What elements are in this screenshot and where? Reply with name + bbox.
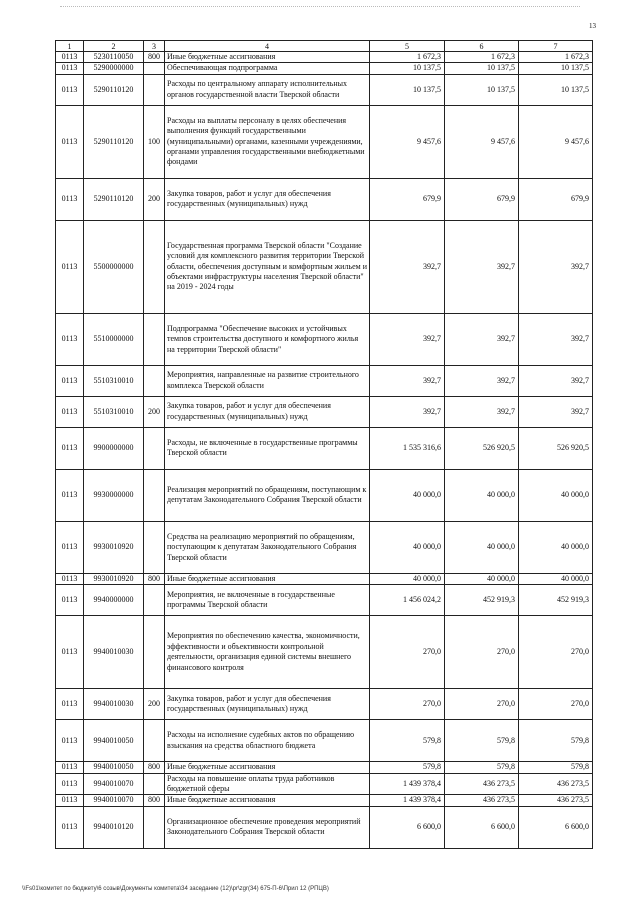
- cell-section: 0113: [56, 365, 84, 396]
- cell-name: Средства на реализацию мероприятий по обращениям, поступающим к депутатам Законодательного Собрания Тверской области: [165, 521, 370, 573]
- cell-amount-year2: 392,7: [445, 313, 519, 365]
- cell-name: Реализация мероприятий по обращениям, поступающим к депутатам Законодательного Собрания Тверской области: [165, 469, 370, 521]
- cell-amount-year1: 1 456 024,2: [370, 585, 445, 616]
- cell-amount-year3: 1 672,3: [519, 52, 593, 63]
- cell-amount-year3: 40 000,0: [519, 573, 593, 584]
- cell-section: 0113: [56, 795, 84, 806]
- table-row: [56, 616, 593, 689]
- cell-expense-type: 200: [144, 689, 165, 720]
- cell-name: Подпрограмма "Обеспечение высоких и устойчивых темпов строительства доступного и комфортного жилья на территории Тверской области": [165, 313, 370, 365]
- cell-amount-year3: 436 273,5: [519, 795, 593, 806]
- cell-amount-year1: 1 439 378,4: [370, 773, 445, 795]
- cell-amount-year3: 579,8: [519, 720, 593, 762]
- header-cell: 3: [144, 41, 165, 52]
- cell-amount-year2: 436 273,5: [445, 773, 519, 795]
- table-row: [56, 74, 593, 105]
- cell-target-article: 5510310010: [84, 365, 144, 396]
- cell-amount-year2: 10 137,5: [445, 63, 519, 74]
- cell-expense-type: 800: [144, 52, 165, 63]
- cell-amount-year3: 392,7: [519, 365, 593, 396]
- cell-amount-year2: 270,0: [445, 689, 519, 720]
- cell-expense-type: [144, 806, 165, 848]
- cell-section: 0113: [56, 313, 84, 365]
- cell-section: 0113: [56, 762, 84, 773]
- cell-name: Закупка товаров, работ и услуг для обеспечения государственных (муниципальных) нужд: [165, 689, 370, 720]
- cell-target-article: 5290110120: [84, 178, 144, 220]
- cell-amount-year3: 526 920,5: [519, 427, 593, 469]
- cell-section: 0113: [56, 573, 84, 584]
- cell-amount-year3: 9 457,6: [519, 105, 593, 178]
- cell-expense-type: [144, 313, 165, 365]
- cell-section: 0113: [56, 396, 84, 427]
- scan-artifact: [60, 6, 580, 9]
- cell-expense-type: 100: [144, 105, 165, 178]
- cell-target-article: 5230110050: [84, 52, 144, 63]
- table-row: [56, 52, 593, 63]
- cell-target-article: 5500000000: [84, 220, 144, 313]
- cell-section: 0113: [56, 105, 84, 178]
- cell-amount-year2: 579,8: [445, 762, 519, 773]
- cell-amount-year3: 270,0: [519, 689, 593, 720]
- cell-amount-year1: 6 600,0: [370, 806, 445, 848]
- cell-name: Мероприятия, направленные на развитие строительного комплекса Тверской области: [165, 365, 370, 396]
- cell-amount-year1: 392,7: [370, 313, 445, 365]
- cell-amount-year2: 579,8: [445, 720, 519, 762]
- cell-amount-year3: 392,7: [519, 313, 593, 365]
- cell-section: 0113: [56, 178, 84, 220]
- cell-name: Расходы на повышение оплаты труда работников бюджетной сферы: [165, 773, 370, 795]
- cell-amount-year2: 1 672,3: [445, 52, 519, 63]
- table-row: [56, 585, 593, 616]
- cell-amount-year1: 1 535 316,6: [370, 427, 445, 469]
- table-row: [56, 313, 593, 365]
- page-number: 13: [589, 22, 596, 30]
- cell-expense-type: [144, 469, 165, 521]
- cell-amount-year1: 270,0: [370, 689, 445, 720]
- cell-amount-year3: 679,9: [519, 178, 593, 220]
- cell-amount-year3: 452 919,3: [519, 585, 593, 616]
- cell-amount-year3: 392,7: [519, 396, 593, 427]
- cell-section: 0113: [56, 773, 84, 795]
- header-cell: 6: [445, 41, 519, 52]
- cell-expense-type: [144, 74, 165, 105]
- cell-amount-year2: 392,7: [445, 396, 519, 427]
- header-cell: 1: [56, 41, 84, 52]
- table-row: [56, 178, 593, 220]
- cell-name: Иные бюджетные ассигнования: [165, 573, 370, 584]
- table-row: [56, 773, 593, 795]
- cell-section: 0113: [56, 521, 84, 573]
- cell-section: 0113: [56, 720, 84, 762]
- cell-amount-year3: 392,7: [519, 220, 593, 313]
- cell-name: Мероприятия по обеспечению качества, экономичности, эффективности и объективности контрольной деятельности, организация единой системы внешнего финансового контроля: [165, 616, 370, 689]
- cell-section: 0113: [56, 63, 84, 74]
- cell-target-article: 5510000000: [84, 313, 144, 365]
- table-row: [56, 220, 593, 313]
- cell-expense-type: [144, 365, 165, 396]
- cell-amount-year1: 392,7: [370, 365, 445, 396]
- cell-target-article: 5290110120: [84, 74, 144, 105]
- cell-target-article: 9940010030: [84, 616, 144, 689]
- cell-section: 0113: [56, 74, 84, 105]
- cell-target-article: 9940010070: [84, 773, 144, 795]
- cell-amount-year1: 1 672,3: [370, 52, 445, 63]
- cell-section: 0113: [56, 616, 84, 689]
- table-row: [56, 573, 593, 584]
- cell-section: 0113: [56, 585, 84, 616]
- table-row: [56, 720, 593, 762]
- cell-name: Мероприятия, не включенные в государственные программы Тверской области: [165, 585, 370, 616]
- table-header-row: [56, 41, 593, 52]
- cell-expense-type: 800: [144, 573, 165, 584]
- cell-name: Иные бюджетные ассигнования: [165, 52, 370, 63]
- cell-expense-type: [144, 521, 165, 573]
- cell-amount-year1: 10 137,5: [370, 74, 445, 105]
- table-row: [56, 806, 593, 848]
- cell-target-article: 9940010050: [84, 720, 144, 762]
- cell-section: 0113: [56, 427, 84, 469]
- cell-name: Иные бюджетные ассигнования: [165, 762, 370, 773]
- cell-name: Расходы, не включенные в государственные программы Тверской области: [165, 427, 370, 469]
- table-body: [56, 52, 593, 849]
- cell-amount-year2: 526 920,5: [445, 427, 519, 469]
- table-row: [56, 689, 593, 720]
- cell-section: 0113: [56, 52, 84, 63]
- cell-amount-year1: 392,7: [370, 396, 445, 427]
- cell-amount-year2: 392,7: [445, 365, 519, 396]
- cell-name: Обеспечивающая подпрограмма: [165, 63, 370, 74]
- table-row: [56, 469, 593, 521]
- cell-target-article: 5510310010: [84, 396, 144, 427]
- cell-expense-type: [144, 63, 165, 74]
- cell-expense-type: [144, 616, 165, 689]
- cell-amount-year1: 40 000,0: [370, 469, 445, 521]
- cell-name: Расходы на выплаты персоналу в целях обеспечения выполнения функций государственными (муниципальными) органами, казенными учреждениями, органами управления государственными внебюджетными фондами: [165, 105, 370, 178]
- table-row: [56, 762, 593, 773]
- header-cell: 2: [84, 41, 144, 52]
- cell-target-article: 9940010120: [84, 806, 144, 848]
- cell-amount-year1: 392,7: [370, 220, 445, 313]
- cell-section: 0113: [56, 469, 84, 521]
- cell-amount-year1: 1 439 378,4: [370, 795, 445, 806]
- cell-expense-type: [144, 773, 165, 795]
- table-row: [56, 63, 593, 74]
- cell-expense-type: [144, 427, 165, 469]
- cell-name: Государственная программа Тверской области "Создание условий для комплексного развития территории Тверской области, обеспечения доступным и комфортным жильем и объектами инфраструктуры населения Тверской области" на 2019 - 2024 годы: [165, 220, 370, 313]
- cell-amount-year3: 40 000,0: [519, 469, 593, 521]
- cell-amount-year2: 10 137,5: [445, 74, 519, 105]
- cell-target-article: 9900000000: [84, 427, 144, 469]
- cell-amount-year1: 579,8: [370, 720, 445, 762]
- table-row: [56, 795, 593, 806]
- cell-target-article: 9940010030: [84, 689, 144, 720]
- file-path-footer: \\Fs01\комитет по бюджету\6 созыв\Документы комитета\34 заседание (12)\pr\zgr(34) 675-П-6\Прил 12 (РПЦВ): [22, 886, 329, 892]
- cell-expense-type: 800: [144, 762, 165, 773]
- cell-amount-year3: 10 137,5: [519, 74, 593, 105]
- table-row: [56, 396, 593, 427]
- cell-name: Закупка товаров, работ и услуг для обеспечения государственных (муниципальных) нужд: [165, 396, 370, 427]
- cell-amount-year3: 436 273,5: [519, 773, 593, 795]
- cell-section: 0113: [56, 689, 84, 720]
- cell-amount-year1: 9 457,6: [370, 105, 445, 178]
- cell-section: 0113: [56, 806, 84, 848]
- cell-amount-year2: 6 600,0: [445, 806, 519, 848]
- cell-target-article: 9940000000: [84, 585, 144, 616]
- cell-amount-year2: 392,7: [445, 220, 519, 313]
- cell-amount-year2: 679,9: [445, 178, 519, 220]
- cell-amount-year2: 40 000,0: [445, 469, 519, 521]
- cell-amount-year2: 9 457,6: [445, 105, 519, 178]
- cell-expense-type: [144, 585, 165, 616]
- cell-amount-year2: 436 273,5: [445, 795, 519, 806]
- cell-amount-year1: 10 137,5: [370, 63, 445, 74]
- table-row: [56, 105, 593, 178]
- cell-target-article: 9930000000: [84, 469, 144, 521]
- budget-table: [55, 40, 593, 849]
- cell-expense-type: [144, 720, 165, 762]
- cell-amount-year1: 40 000,0: [370, 573, 445, 584]
- cell-amount-year2: 40 000,0: [445, 573, 519, 584]
- cell-amount-year3: 10 137,5: [519, 63, 593, 74]
- cell-amount-year2: 270,0: [445, 616, 519, 689]
- cell-amount-year1: 579,8: [370, 762, 445, 773]
- cell-name: Расходы на исполнение судебных актов по обращению взыскания на средства областного бюджета: [165, 720, 370, 762]
- cell-section: 0113: [56, 220, 84, 313]
- cell-expense-type: 800: [144, 795, 165, 806]
- header-cell: 7: [519, 41, 593, 52]
- table-row: [56, 521, 593, 573]
- cell-target-article: 9930010920: [84, 573, 144, 584]
- cell-amount-year3: 6 600,0: [519, 806, 593, 848]
- cell-expense-type: 200: [144, 396, 165, 427]
- cell-name: Иные бюджетные ассигнования: [165, 795, 370, 806]
- cell-amount-year3: 40 000,0: [519, 521, 593, 573]
- cell-amount-year3: 270,0: [519, 616, 593, 689]
- cell-target-article: 9940010050: [84, 762, 144, 773]
- cell-amount-year3: 579,8: [519, 762, 593, 773]
- header-cell: 4: [165, 41, 370, 52]
- cell-amount-year1: 40 000,0: [370, 521, 445, 573]
- cell-expense-type: 200: [144, 178, 165, 220]
- cell-amount-year2: 452 919,3: [445, 585, 519, 616]
- cell-amount-year1: 270,0: [370, 616, 445, 689]
- table-row: [56, 365, 593, 396]
- cell-name: Закупка товаров, работ и услуг для обеспечения государственных (муниципальных) нужд: [165, 178, 370, 220]
- cell-target-article: 5290110120: [84, 105, 144, 178]
- cell-amount-year2: 40 000,0: [445, 521, 519, 573]
- cell-amount-year1: 679,9: [370, 178, 445, 220]
- cell-target-article: 9930010920: [84, 521, 144, 573]
- cell-name: Расходы по центральному аппарату исполнительных органов государственной власти Тверской области: [165, 74, 370, 105]
- table-row: [56, 427, 593, 469]
- cell-name: Организационное обеспечение проведения мероприятий Законодательного Собрания Тверской области: [165, 806, 370, 848]
- cell-target-article: 5290000000: [84, 63, 144, 74]
- header-cell: 5: [370, 41, 445, 52]
- cell-expense-type: [144, 220, 165, 313]
- cell-target-article: 9940010070: [84, 795, 144, 806]
